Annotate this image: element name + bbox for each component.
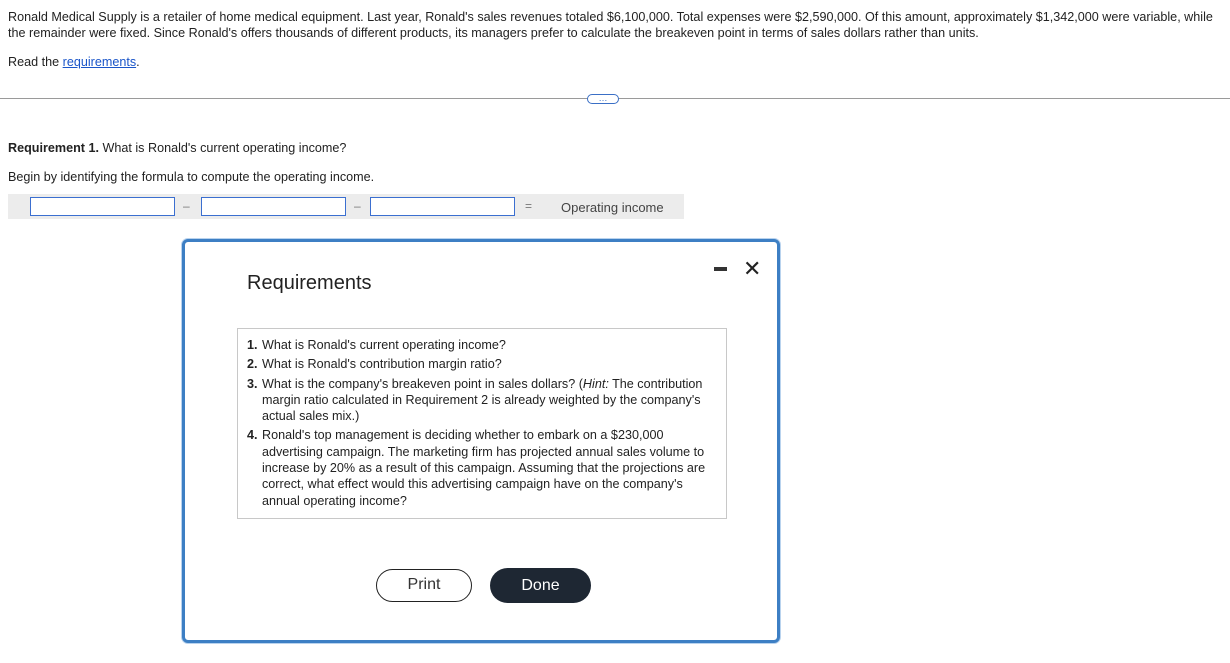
item-number: 2. [247, 357, 258, 372]
requirement-1-label: Requirement 1. [8, 141, 99, 155]
read-prefix: Read the [8, 55, 63, 69]
list-item [247, 427, 716, 508]
item-text-after: The contribution margin ratio calculated in Requirement 2 is already weighted by the company's actual sales mix.) [262, 376, 703, 424]
requirements-list-box [237, 328, 727, 519]
minus-sign-1: – [183, 199, 190, 213]
requirements-link[interactable]: requirements [62, 55, 137, 69]
read-requirements-line [8, 55, 140, 69]
formula-input-3[interactable] [370, 197, 515, 216]
dialog-title: Requirements [247, 272, 372, 294]
list-item [247, 356, 716, 372]
formula-row [8, 194, 684, 219]
requirement-1-question [8, 141, 346, 155]
done-button[interactable]: Done [490, 568, 591, 603]
item-number: 3. [247, 376, 258, 391]
list-item [247, 376, 716, 425]
item-text: What is Ronald's current operating income? [262, 338, 506, 352]
requirements-dialog [182, 239, 780, 643]
formula-input-2[interactable] [201, 197, 346, 216]
requirement-1-text: What is Ronald's current operating income? [98, 141, 347, 155]
item-text: What is Ronald's contribution margin ratio? [262, 357, 502, 372]
equals-sign: = [525, 199, 533, 213]
expand-button[interactable]: … [587, 94, 619, 104]
requirements-list [247, 337, 716, 509]
item-text-before: What is the company's breakeven point in sales dollars? ( [262, 376, 583, 391]
print-button[interactable]: Print [376, 569, 472, 602]
problem-statement: Ronald Medical Supply is a retailer of home medical equipment. Last year, Ronald's sales revenues totaled $6,100,000. Total expenses were $2,590,000. Of this amount, approximately $1,342,000 were variable, while the remainder were fixed. Since Ronald's offers thousands of different products, its managers prefer to calculate the breakeven point in terms of sales dollars rather than units. [8, 10, 1213, 40]
minus-sign-2: – [354, 199, 361, 213]
list-item [247, 337, 716, 353]
formula-input-1[interactable] [30, 197, 175, 216]
operating-income-label: Operating income [561, 200, 664, 215]
item-number: 4. [247, 428, 258, 443]
item-number: 1. [247, 338, 258, 352]
formula-instruction: Begin by identifying the formula to compute the operating income. [8, 170, 375, 184]
minimize-icon[interactable] [714, 267, 727, 272]
hint-label: Hint: [582, 376, 609, 391]
read-suffix: . [136, 55, 140, 69]
close-icon[interactable]: ✕ [743, 256, 762, 281]
item-text: Ronald's top management is deciding whether to embark on a $230,000 advertising campaign. The marketing firm has projected annual sales volume to increase by 20% as a result of this campaign. Assuming that the projections are correct, what effect would this advertising campaign have on the company's annual operating income? [262, 428, 706, 508]
item-text [262, 376, 716, 425]
